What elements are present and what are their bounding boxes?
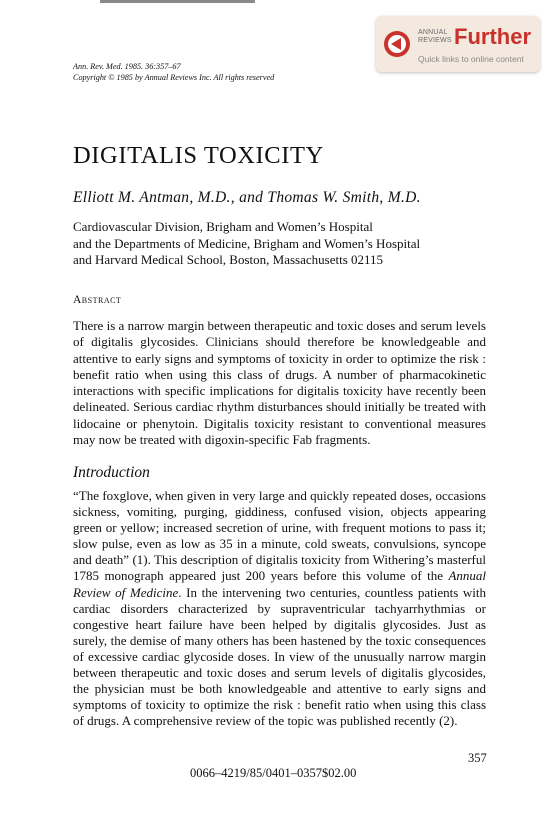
citation-copyright-line: Copyright © 1985 by Annual Reviews Inc. All rights reserved (73, 72, 275, 82)
affiliation-line: and the Departments of Medicine, Brigham and Women’s Hospital (73, 235, 421, 251)
journal-name-italic: Annual Review of Medicine (73, 568, 486, 600)
article-authors: Elliott M. Antman, M.D., and Thomas W. Smith, M.D. (73, 189, 421, 206)
journal-citation (73, 62, 274, 83)
annual-reviews-further-button[interactable] (376, 16, 540, 72)
article-title: DIGITALIS TOXICITY (73, 142, 324, 169)
introduction-text (73, 488, 486, 729)
introduction-heading: Introduction (73, 464, 150, 481)
abstract-text: There is a narrow margin between therapeutic and toxic doses and serum levels of digitalis glycosides. Clinicians should therefore be knowledgeable and attentive to early signs and symptoms of toxicity in order to optimize the risk : benefit ratio when using this class of drugs. A number of pharmacokinetic interactions with specific implications for digitalis toxicity have recently been delineated. Serious cardiac rhythm disturbances should initially be treated with lidocaine or phenytoin. Digitalis toxicity resistant to conventional measures may now be treated with digoxin-specific Fab fragments. (73, 318, 486, 448)
affiliation-line: Cardiovascular Division, Brigham and Women’s Hospital (73, 219, 373, 234)
badge-annual-text: ANNUAL (418, 29, 448, 36)
badge-further-text: Further (454, 24, 531, 49)
badge-subtitle: Quick links to online content (418, 54, 524, 64)
intro-text-part: “The foxglove, when given in very large and quickly repeated doses, occasions sickness, vomiting, purging, giddiness, confused vision, objects appearing green or yellow; increased secretion of urine, with frequent motions to pass it; slow pulse, even as low as 35 in a minute, cold sweats, convulsions, syncope and death” (1). This description of digitalis toxicity from Withering’s masterful 1785 monograph appeared just 200 years before this volume of the (73, 488, 486, 584)
article-code: 0066–4219/85/0401–0357$02.00 (190, 766, 357, 780)
scan-artifact (100, 0, 255, 3)
citation-journal-line: Ann. Rev. Med. 1985. 36:357–67 (73, 62, 181, 71)
author-affiliation (73, 219, 493, 269)
badge-brand-label (418, 29, 452, 44)
intro-text-part: . In the intervening two centuries, countless patients with cardiac disorders characterized by supraventricular tachyarrhythmias or congestive heart failure have been helped by digitalis glycosides. Just as surely, the demise of many others has been hastened by the toxic consequences of excessive cardiac glycoside doses. In view of the unusually narrow margin between therapeutic and toxic doses and serum levels of digitalis glycosides, the physician must be both knowledgeable and attentive to early signs and symptoms of toxicity to optimize the risk : benefit ratio when using this class of drugs. A comprehensive review of the topic was published recently (2). (73, 584, 487, 729)
affiliation-line: and Harvard Medical School, Boston, Massachusetts 02115 (73, 252, 384, 267)
play-arrow-icon (383, 30, 411, 58)
abstract-heading: Abstract (73, 294, 122, 306)
page-number: 357 (468, 751, 487, 765)
badge-reviews-text: REVIEWS (418, 36, 452, 44)
